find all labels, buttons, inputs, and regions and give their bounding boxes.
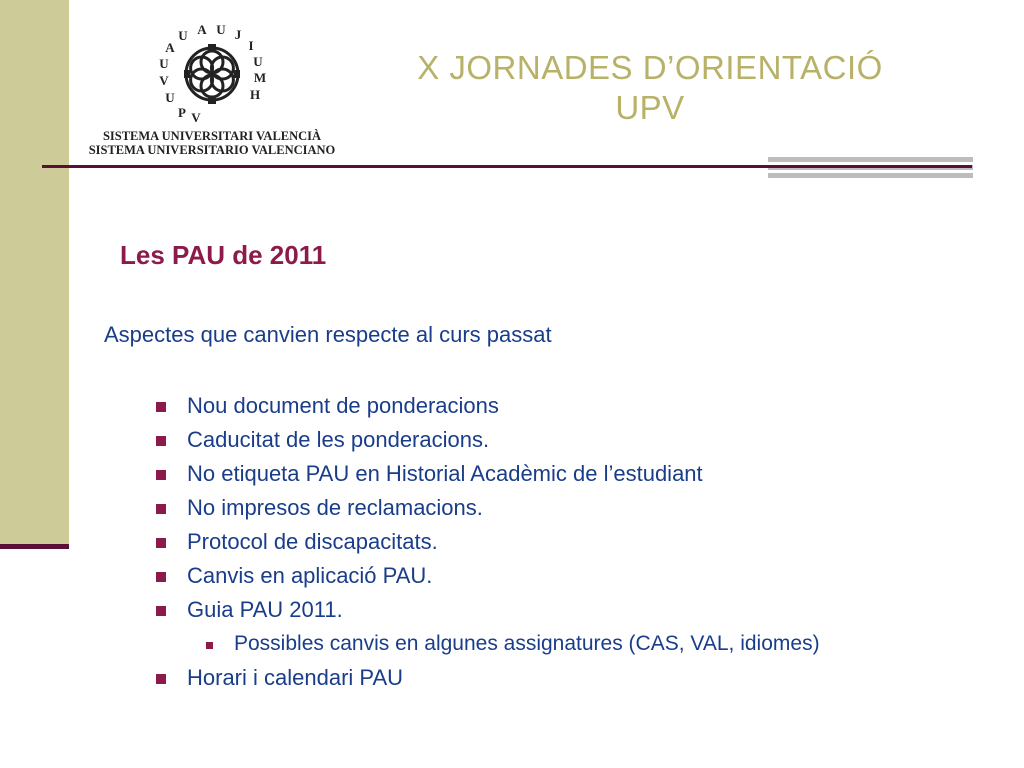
logo-name-line-2: SISTEMA UNIVERSITARIO VALENCIANO (88, 143, 336, 157)
slide-intro: Aspectes que canvien respecte al curs passat (104, 322, 552, 347)
bullet-text: Nou document de ponderacions (187, 393, 499, 418)
bullet-item (156, 457, 1016, 491)
svg-text:I: I (248, 38, 254, 53)
bullet-text: Horari i calendari PAU (187, 665, 404, 690)
university-logo (72, 22, 352, 162)
svg-text:U: U (216, 22, 226, 37)
bullet-text: Possibles canvis en algunes assignatures (CAS, VAL, idiomes) (234, 632, 820, 655)
bullet-item (156, 423, 1016, 457)
svg-text:U: U (253, 54, 263, 69)
svg-text:U: U (159, 56, 169, 71)
bullet-item (156, 525, 1016, 559)
bullet-square-icon (156, 674, 166, 684)
bullet-square-icon (206, 642, 213, 649)
bullet-text: Guia PAU 2011. (187, 597, 343, 622)
svg-text:A: A (165, 40, 175, 55)
bullet-item (156, 559, 1016, 593)
header-gray-stripes (768, 157, 973, 179)
bullet-square-icon (156, 606, 166, 616)
svg-text:U: U (178, 28, 188, 43)
slide-title: Les PAU de 2011 (120, 240, 327, 270)
header-title-line-1: X JORNADES D’ORIENTACIÓ (417, 49, 883, 86)
bullet-square-icon (156, 470, 166, 480)
header-divider (42, 165, 972, 168)
bullet-text: No etiqueta PAU en Historial Acadèmic de l’estudiant (187, 461, 703, 486)
bullet-text: Protocol de discapacitats. (187, 529, 438, 554)
sub-bullet-item (156, 627, 1016, 661)
bullet-square-icon (156, 436, 166, 446)
bullet-item (156, 389, 1016, 423)
svg-text:P: P (178, 105, 186, 120)
bullet-item (156, 491, 1016, 525)
bullet-square-icon (156, 538, 166, 548)
logo-name-line-1: SISTEMA UNIVERSITARI VALENCIÀ (102, 129, 322, 143)
bullet-square-icon (156, 402, 166, 412)
svg-text:M: M (253, 70, 267, 85)
bullet-item (156, 661, 1016, 695)
svg-text:V: V (191, 110, 201, 124)
svg-text:H: H (249, 87, 261, 102)
left-accent-band (0, 0, 69, 548)
seal-emblem-icon (148, 22, 276, 124)
svg-text:A: A (197, 22, 207, 37)
bullet-text: Canvis en aplicació PAU. (187, 563, 433, 588)
bullet-text: No impresos de reclamacions. (187, 495, 483, 520)
bullet-list (156, 389, 1016, 695)
svg-text:U: U (165, 90, 175, 105)
bullet-item (156, 593, 1016, 627)
header-title-line-2: UPV (615, 89, 685, 126)
svg-text:J: J (234, 27, 242, 42)
svg-text:V: V (159, 73, 169, 88)
bullet-text: Caducitat de les ponderacions. (187, 427, 490, 452)
left-accent-band-base (0, 544, 69, 549)
header-title (330, 48, 970, 128)
bullet-square-icon (156, 504, 166, 514)
bullet-square-icon (156, 572, 166, 582)
